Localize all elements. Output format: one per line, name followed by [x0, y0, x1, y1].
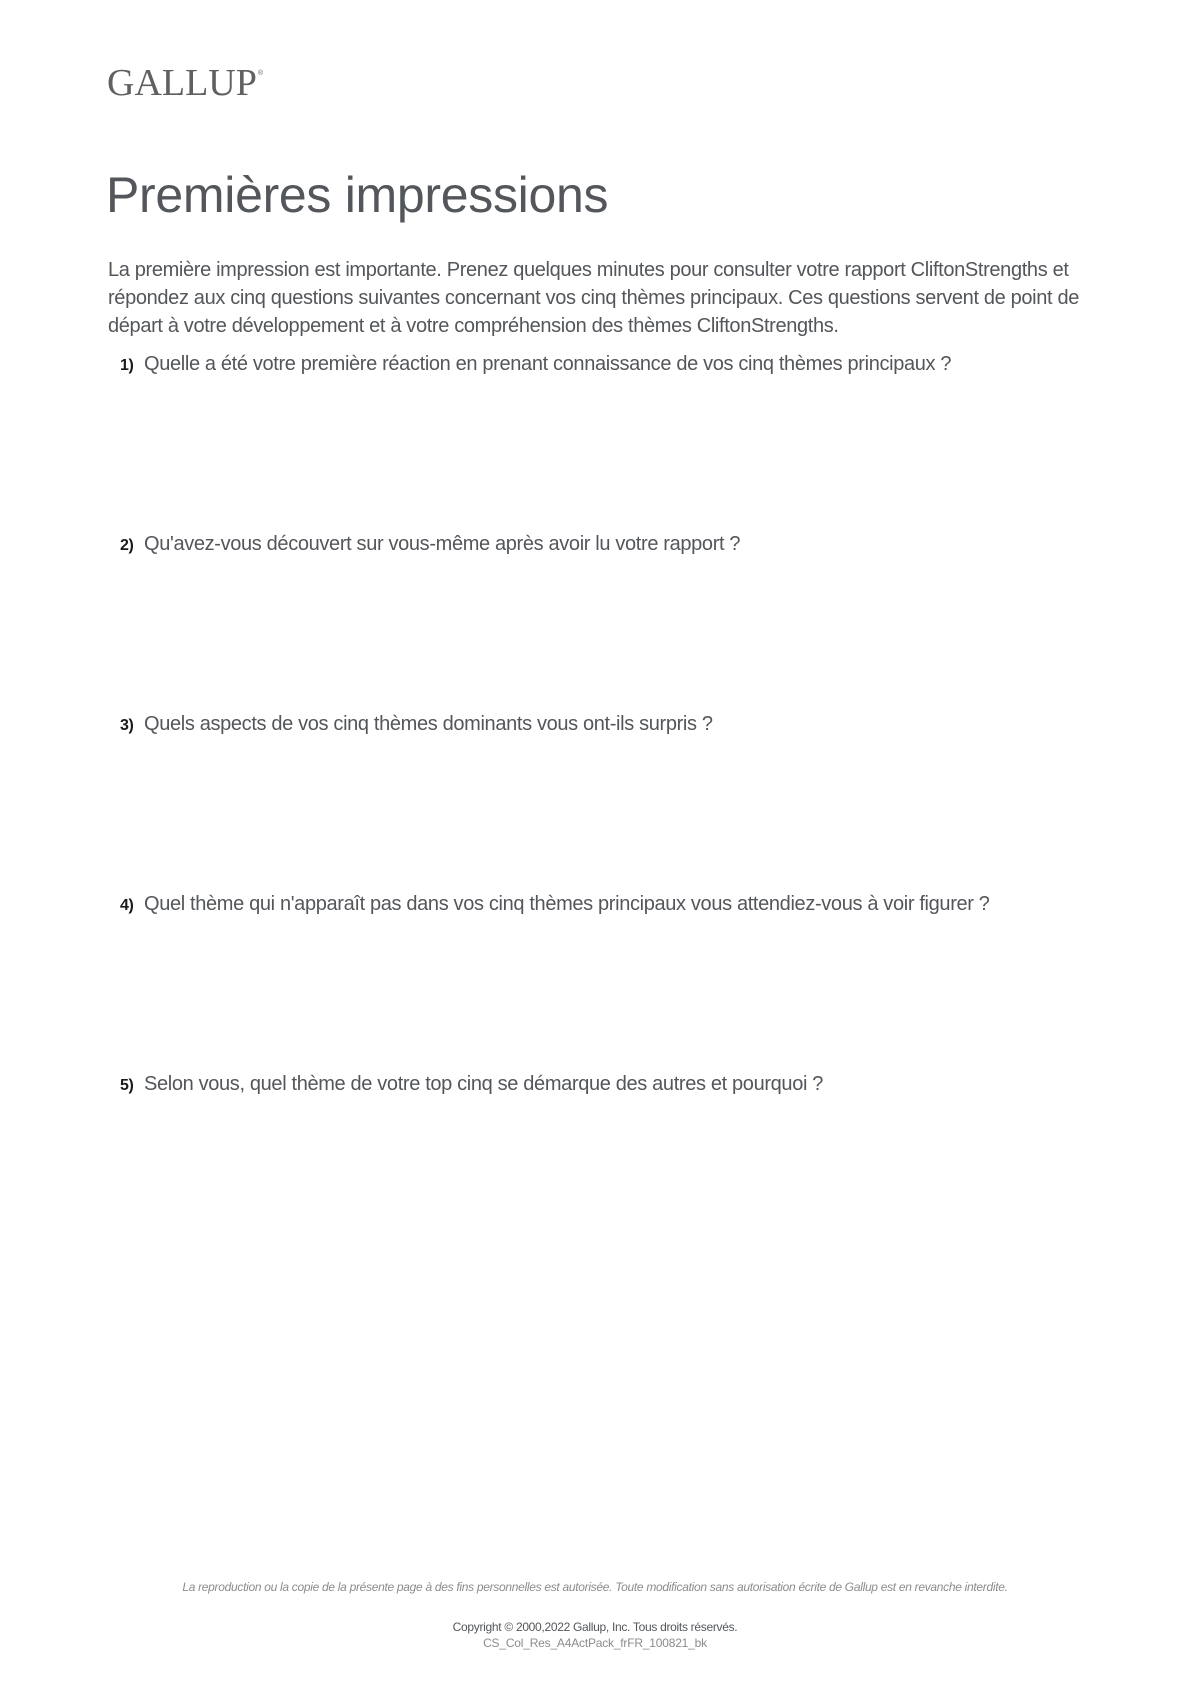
question-3	[120, 713, 713, 736]
answer-field-5[interactable]	[144, 1105, 1088, 1509]
answer-field-1[interactable]	[144, 385, 1088, 509]
question-text: Quel thème qui n'apparaît pas dans vos cinq thèmes principaux vous attendiez-vous à voir figurer ?	[144, 893, 990, 915]
intro-paragraph: La première impression est importante. Prenez quelques minutes pour consulter votre rapport CliftonStrengths et répondez aux cinq questions suivantes concernant vos cinq thèmes principaux. Ces questions servent de point de départ à votre développement et à votre compréhension des thèmes CliftonStrengths.	[108, 259, 1079, 337]
question-number: 4)	[120, 897, 134, 914]
question-number: 5)	[120, 1077, 134, 1094]
page-title: Premières impressions	[106, 167, 609, 223]
answer-field-3[interactable]	[144, 745, 1088, 869]
answer-field-4[interactable]	[144, 925, 1088, 1049]
question-4	[120, 893, 990, 916]
question-2	[120, 533, 740, 556]
question-text: Selon vous, quel thème de votre top cinq se démarque des autres et pourquoi ?	[144, 1073, 824, 1095]
question-number: 3)	[120, 717, 134, 734]
reproduction-notice: La reproduction ou la copie de la présente page à des fins personnelles est autorisée. Toute modification sans autorisation écrite de Gallup est en revanche interdite.	[182, 1580, 1008, 1594]
answer-field-2[interactable]	[144, 565, 1088, 689]
copyright-text: Copyright © 2000,2022 Gallup, Inc. Tous droits réservés.	[452, 1620, 738, 1634]
document-code: CS_Col_Res_A4ActPack_frFR_100821_bk	[483, 1636, 707, 1650]
logo-text: GALLUP	[107, 62, 257, 104]
question-number: 2)	[120, 537, 134, 554]
question-text: Qu'avez-vous découvert sur vous-même après avoir lu votre rapport ?	[144, 533, 741, 555]
question-1	[120, 353, 951, 376]
question-text: Quelle a été votre première réaction en prenant connaissance de vos cinq thèmes principaux ?	[144, 353, 952, 375]
question-number: 1)	[120, 357, 134, 374]
gallup-logo	[107, 64, 262, 102]
question-5	[120, 1073, 823, 1096]
registered-mark: ®	[257, 70, 264, 77]
question-text: Quels aspects de vos cinq thèmes dominants vous ont-ils surpris ?	[144, 713, 713, 735]
